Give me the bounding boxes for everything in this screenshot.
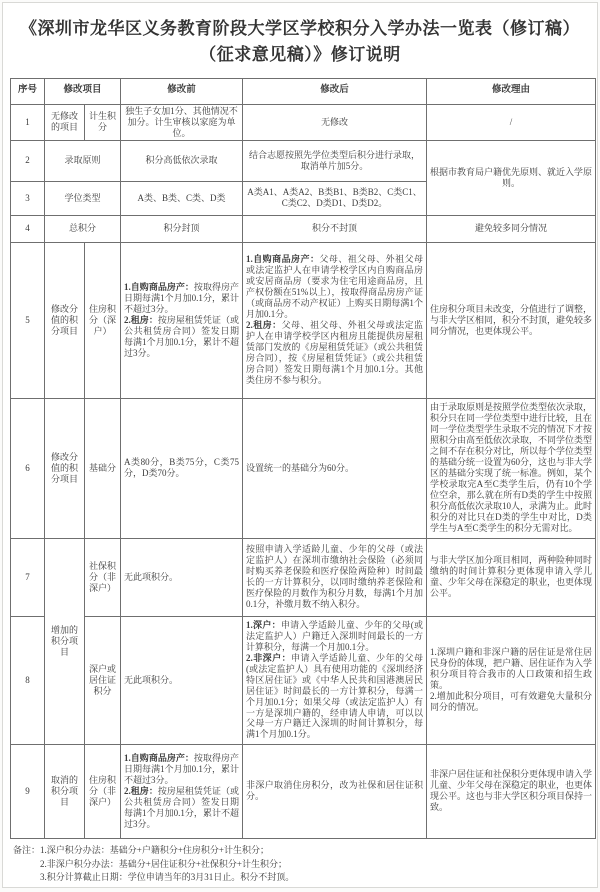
cell-r9-reason: 非深户居住证和社保积分更体现申请入学儿童、少年父母在深稳定的职业，也更体现公平。这也与非大学区积分项目保持一致。 <box>427 744 596 838</box>
cell-r2-before: 积分高低依次录取 <box>121 140 243 181</box>
cell-r6-category: 修改分值的积分项目 <box>45 398 85 538</box>
cell-r5-reason: 住房积分项目未改变，分值进行了调整，与非大学区相同，积分不封顶，避免较多同分情况，也更体现公平。 <box>427 242 596 398</box>
table-row <box>11 104 596 140</box>
col-header-item: 修改项目 <box>45 78 121 104</box>
cell-r2-r3-reason: 根据市教育局户籍优先原则、就近入学原则。 <box>427 140 596 215</box>
cell-r6-after: 设置统一的基础分为60分。 <box>243 398 427 538</box>
col-header-before: 修改前 <box>121 78 243 104</box>
header-row <box>11 78 596 104</box>
cell-r4-before: 积分封顶 <box>121 215 243 242</box>
cell-r1-subitem: 计生积分 <box>85 104 121 140</box>
cell-r9-category: 取消的积分项目 <box>45 744 85 838</box>
cell-r5-after: 1.自购商品房产：父母、祖父母、外祖父母或法定监护人在申请学校学区内自购商品房或安居商品房（要求为住宅用途商品房，且产权份额在51%以上），按取得商品房房产证（或商品房不动产权证）上购买日期每满1个月加0.1分。 2.租房：父母、祖父母、外祖父母或法定监护人在申请学校学区内租房且能提供房屋租赁部门发放的《房屋租赁凭证》（或公共租赁房合同），按《房屋租赁凭证》（或公共租赁房合同）签发日期每满1个月加0.1分。其他类住房不参与积分。 <box>243 242 427 398</box>
cell-r7-no: 7 <box>11 538 45 616</box>
cell-r2-after: 结合志愿按照先学位类型后积分进行录取，取消单片加5分。 <box>243 140 427 181</box>
cell-r7-after: 按照申请入学适龄儿童、少年的父母（或法定监护人）在深圳市缴纳社会保险（必须同时购买养老保险和医疗保险两险种）时间最长的一方计算积分，以同时缴纳养老保险和医疗保险的月数作为积分月数，每满1个月加0.1分，补缴月数不纳入积分。 <box>243 538 427 616</box>
notes-section <box>13 844 597 886</box>
cell-r9-no: 9 <box>11 744 45 838</box>
revision-table <box>10 78 596 839</box>
cell-r8-after: 1.深户：申请入学适龄儿童、少年的父母(或法定监护人）户籍迁入深圳时间最长的一方计算积分，每满一个月加0.1分。 2.非深户：申请入学适龄儿童、少年的父母(或法定监护人）具有使用功能的《深圳经济特区居住证》或《中华人民共和国港澳居民居住证》时间最长的一方计算积分，每满一个月加0.1分；如果父母（或法定监护人）有一方是深圳户籍的，经申请人申请，可以以父母一方户籍迁入深圳的时间计算积分，每满1个月加0.1分。 <box>243 616 427 744</box>
document-page <box>2 2 598 888</box>
cell-r7-reason: 与非大学区加分项目相同，两种险种同时缴纳的时间计算积分更体现申请入学儿童、少年父母在深稳定的职业，也更体现公平。 <box>427 538 596 616</box>
cell-r1-before: 独生子女加1分、其他情况不加分。计生审核以家庭为单位。 <box>121 104 243 140</box>
cell-r3-no: 3 <box>11 181 45 215</box>
cell-r3-before: A类、B类、C类、D类 <box>121 181 243 215</box>
cell-r5-category: 修改分值的积分项目 <box>45 242 85 398</box>
cell-r3-after: A类A1、A类A2、B类B1、B类B2、C类C1、C类C2、D类D1、D类D2。 <box>243 181 427 215</box>
cell-r4-after: 积分不封顶 <box>243 215 427 242</box>
table-row <box>11 140 596 181</box>
table-row <box>11 744 596 838</box>
col-header-no: 序号 <box>11 78 45 104</box>
cell-r7-subitem: 社保积分（非深户） <box>85 538 121 616</box>
cell-r2-no: 2 <box>11 140 45 181</box>
cell-r4-category: 总积分 <box>45 215 121 242</box>
cell-r7-before: 无此项积分。 <box>121 538 243 616</box>
cell-r9-before: 1.自购商品房产：按取得房产日期每满1个月加0.1分，累计不超过3分。 2.租房：按房屋租赁凭证（或公共租赁房合同）签发日期每满1个月加0.1分，累计不超过3分。 <box>121 744 243 838</box>
cell-r7-r8-category: 增加的积分项目 <box>45 538 85 744</box>
cell-r5-before: 1.自购商品房产：按取得房产日期每满1个月加0.1分，累计不超过3分。 2.租房：按房屋租赁凭证（或公共租赁房合同）签发日期每满1个月加0.1分，累计不超过3分。 <box>121 242 243 398</box>
col-header-after: 修改后 <box>243 78 427 104</box>
cell-r6-no: 6 <box>11 398 45 538</box>
cell-r1-after: 无修改 <box>243 104 427 140</box>
cell-r1-reason: / <box>427 104 596 140</box>
cell-r2-category: 录取原则 <box>45 140 121 181</box>
cell-r4-no: 4 <box>11 215 45 242</box>
cell-r4-reason: 避免较多同分情况 <box>427 215 596 242</box>
cell-r5-no: 5 <box>11 242 45 398</box>
note-item-2: 2.非深户积分办法：基础分+居住证积分+社保积分+计生积分； <box>40 858 287 869</box>
table-row <box>11 538 596 616</box>
cell-r8-no: 8 <box>11 616 45 744</box>
table-row <box>11 616 596 744</box>
cell-r6-before: A类80分，B类75分，C类75分，D类70分。 <box>121 398 243 538</box>
note-item-3: 3.积分计算截止日期：学位申请当年的3月31日止。积分不封顶。 <box>40 872 295 883</box>
cell-r8-before: 无此项积分。 <box>121 616 243 744</box>
notes-label: 备注： <box>13 844 41 855</box>
col-header-reason: 修改理由 <box>427 78 596 104</box>
cell-r8-subitem: 深户或居住证积分 <box>85 616 121 744</box>
table-row <box>11 242 596 398</box>
table-row <box>11 215 596 242</box>
cell-r6-subitem: 基础分 <box>85 398 121 538</box>
page-title: 《深圳市龙华区义务教育阶段大学区学校积分入学办法一览表（修订稿）（征求意见稿）》修订说明 <box>20 19 580 65</box>
note-item-1: 1.深户积分办法：基础分+户籍积分+住房积分+计生积分； <box>40 844 269 855</box>
cell-r9-subitem: 住房积分（非深户） <box>85 744 121 838</box>
cell-r3-category: 学位类型 <box>45 181 121 215</box>
cell-r6-reason: 由于录取原则是按照学位类型依次录取，积分只在同一学位类型中进行比较，且在同一学位类型学生录取不完的情况下才按照积分由高至低依次录取，不同学位类型之间不存在积分对比，所以每个学位类型的基础分统一设置为60分，这也与非大学区的基础分实现了统一标准。例如，某个学校录取完A至C类学生后，仍有10个学位空余，那么就在所有D类的学生中按照积分高低依次录取10人，录满为止。此时积分的对比只在D类的学生中对比，D类学生与A至C类学生的积分无需对比。 <box>427 398 596 538</box>
cell-r5-subitem: 住房积分（深户） <box>85 242 121 398</box>
table-row <box>11 398 596 538</box>
cell-r9-after: 非深户取消住房积分，改为社保和居住证积分。 <box>243 744 427 838</box>
cell-r8-reason: 1.深圳户籍和非深户籍的居住证是常住居民身份的体现，把户籍、居住证作为入学积分项目符合我市的人口政策和招生政策。 2.增加此积分项目，可有效避免大量积分同分的情况。 <box>427 616 596 744</box>
cell-r1-no: 1 <box>11 104 45 140</box>
cell-r1-category: 无修改的项目 <box>45 104 85 140</box>
